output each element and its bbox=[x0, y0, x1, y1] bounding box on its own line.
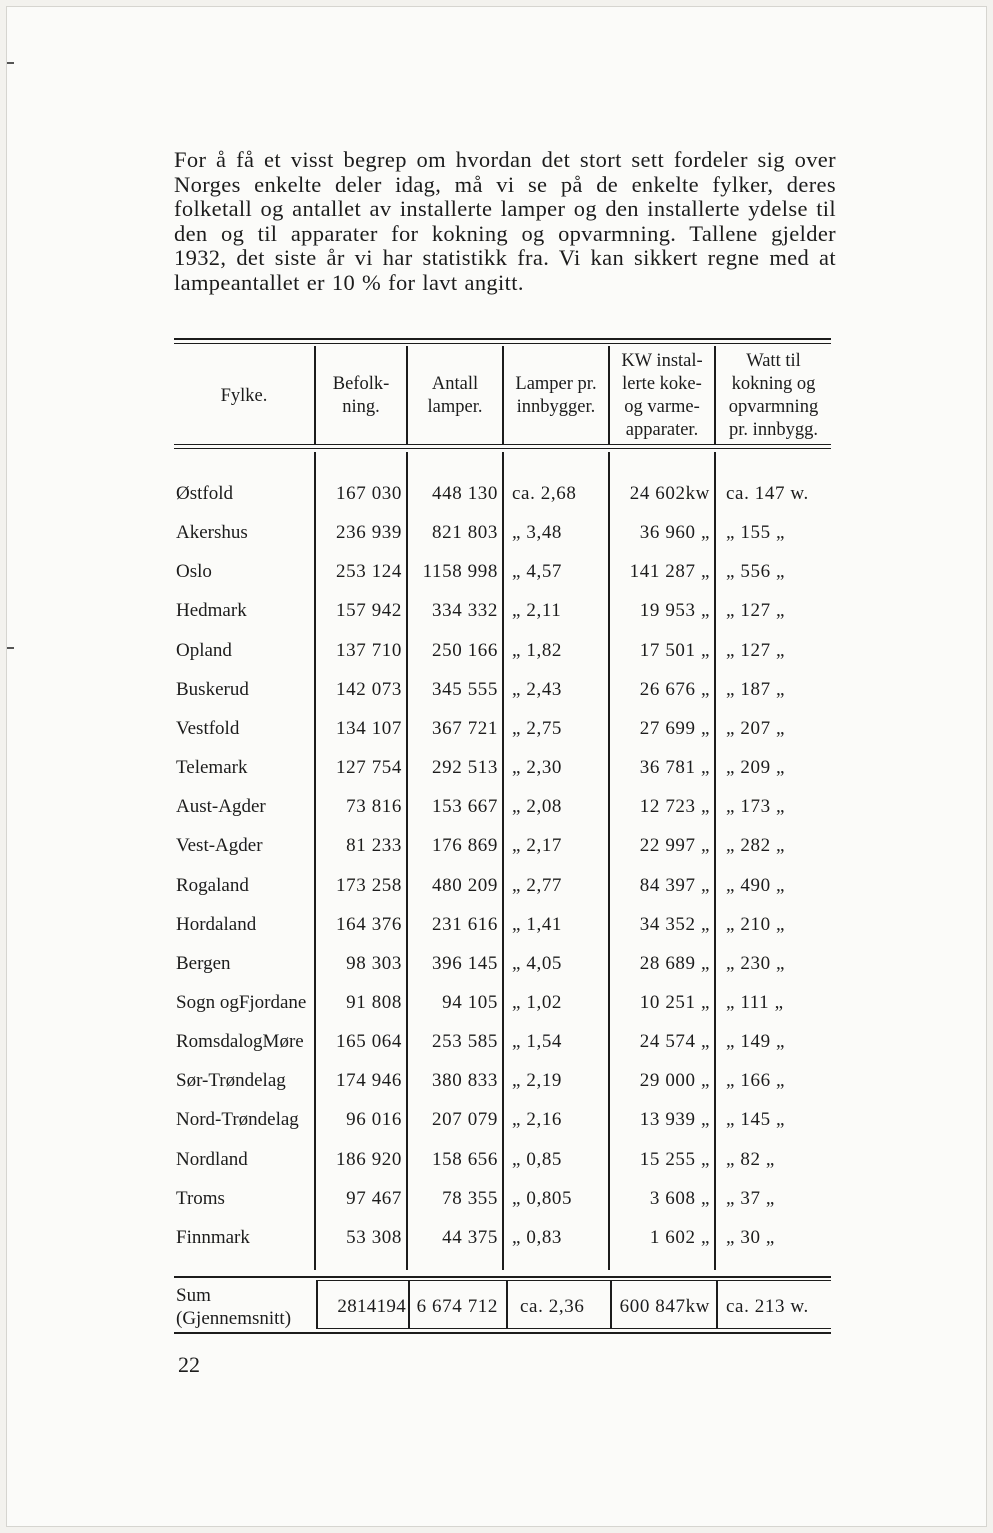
row-befolkning: 134 107 bbox=[336, 717, 402, 739]
row-befolkning: 157 942 bbox=[336, 600, 402, 622]
row-watt: „ 556 „ bbox=[726, 561, 786, 583]
row-kw: 19 953 „ bbox=[639, 600, 710, 622]
row-kw: 84 397 „ bbox=[639, 874, 710, 896]
row-fylke: Buskerud bbox=[176, 678, 249, 700]
row-watt: „ 82 „ bbox=[726, 1148, 775, 1170]
table-row bbox=[174, 1179, 834, 1218]
row-befolkning: 186 920 bbox=[336, 1148, 402, 1170]
row-lamper-pr-innbygger: „ 2,16 bbox=[512, 1109, 563, 1131]
edge-mark bbox=[7, 62, 14, 64]
sum-rule bbox=[174, 1276, 831, 1278]
table-row bbox=[174, 631, 834, 670]
row-watt: „ 210 „ bbox=[726, 913, 786, 935]
column-divider bbox=[408, 1280, 410, 1328]
row-fylke: Oslo bbox=[176, 561, 212, 583]
row-antall-lamper: 396 145 bbox=[432, 952, 498, 974]
table-row bbox=[174, 787, 834, 826]
row-antall-lamper: 292 513 bbox=[432, 757, 498, 779]
row-antall-lamper: 821 803 bbox=[432, 522, 498, 544]
row-fylke: Aust-Agder bbox=[176, 796, 266, 818]
row-befolkning: 165 064 bbox=[336, 1031, 402, 1053]
row-kw: 10 251 „ bbox=[639, 991, 710, 1013]
row-fylke: Sogn ogFjordane bbox=[176, 991, 307, 1013]
row-fylke: Sør-Trøndelag bbox=[176, 1070, 286, 1092]
row-antall-lamper: 367 721 bbox=[432, 717, 498, 739]
column-divider bbox=[314, 346, 316, 444]
row-fylke: Bergen bbox=[176, 952, 231, 974]
table-row bbox=[174, 1061, 834, 1100]
row-lamper-pr-innbygger: „ 2,75 bbox=[512, 717, 563, 739]
row-kw: 1 602 „ bbox=[649, 1226, 710, 1248]
row-fylke: Telemark bbox=[176, 757, 248, 779]
row-kw: 24 574 „ bbox=[639, 1031, 710, 1053]
row-kw: 15 255 „ bbox=[639, 1148, 710, 1170]
row-befolkning: 253 124 bbox=[336, 561, 402, 583]
row-antall-lamper: 231 616 bbox=[432, 913, 498, 935]
header-watt-pr-innbygger: Watt til kokning og opvarmning pr. innbygg. bbox=[728, 351, 819, 440]
row-lamper-pr-innbygger: „ 3,48 bbox=[512, 522, 563, 544]
sum-bottom-rule bbox=[316, 1328, 831, 1329]
row-kw: 141 287 „ bbox=[629, 561, 710, 583]
row-lamper-pr-innbygger: „ 1,82 bbox=[512, 639, 563, 661]
table-row bbox=[174, 552, 834, 591]
row-watt: „ 111 „ bbox=[726, 991, 784, 1013]
row-befolkning: 73 816 bbox=[346, 796, 402, 818]
row-lamper-pr-innbygger: „ 2,17 bbox=[512, 835, 563, 857]
table-row bbox=[174, 748, 834, 787]
row-lamper-pr-innbygger: „ 2,08 bbox=[512, 796, 563, 818]
row-watt: „ 207 „ bbox=[726, 717, 786, 739]
row-antall-lamper: 78 355 bbox=[442, 1187, 498, 1209]
row-kw: 36 781 „ bbox=[639, 757, 710, 779]
row-fylke: RomsdalogMøre bbox=[176, 1031, 304, 1053]
row-antall-lamper: 1158 998 bbox=[422, 561, 498, 583]
header-antall-lamper: Antall lamper. bbox=[427, 374, 483, 417]
row-kw: 28 689 „ bbox=[639, 952, 710, 974]
row-lamper-pr-innbygger: „ 4,05 bbox=[512, 952, 563, 974]
row-befolkning: 164 376 bbox=[336, 913, 402, 935]
row-watt: „ 282 „ bbox=[726, 835, 786, 857]
table-row bbox=[174, 905, 834, 944]
row-fylke: Akershus bbox=[176, 522, 248, 544]
row-fylke: Vestfold bbox=[176, 717, 240, 739]
row-befolkning: 53 308 bbox=[346, 1226, 402, 1248]
table-row bbox=[174, 1140, 834, 1179]
row-watt: „ 145 „ bbox=[726, 1109, 786, 1131]
row-watt: „ 166 „ bbox=[726, 1070, 786, 1092]
row-watt: „ 149 „ bbox=[726, 1031, 786, 1053]
row-antall-lamper: 158 656 bbox=[432, 1148, 498, 1170]
table-row bbox=[174, 944, 834, 983]
header-fylke: Fylke. bbox=[220, 385, 268, 406]
table-top-rule-thin bbox=[174, 343, 831, 344]
row-befolkning: 81 233 bbox=[346, 835, 402, 857]
row-lamper-pr-innbygger: „ 1,02 bbox=[512, 991, 563, 1013]
row-watt: „ 30 „ bbox=[726, 1226, 775, 1248]
sum-row bbox=[174, 1284, 834, 1330]
row-fylke: Nord-Trøndelag bbox=[176, 1109, 299, 1131]
row-antall-lamper: 250 166 bbox=[432, 639, 498, 661]
column-divider bbox=[316, 1280, 318, 1328]
table-row bbox=[174, 709, 834, 748]
header-lamper-pr-innbygger: Lamper pr. innbygger. bbox=[515, 374, 597, 417]
row-antall-lamper: 480 209 bbox=[432, 874, 498, 896]
row-lamper-pr-innbygger: ca. 2,68 bbox=[512, 483, 577, 504]
intro-paragraph bbox=[174, 148, 836, 296]
column-divider bbox=[502, 346, 504, 444]
column-divider bbox=[714, 346, 716, 444]
sum-watt: ca. 213 w. bbox=[726, 1296, 809, 1317]
row-antall-lamper: 176 869 bbox=[432, 835, 498, 857]
row-lamper-pr-innbygger: „ 2,43 bbox=[512, 678, 563, 700]
row-kw: 34 352 „ bbox=[639, 913, 710, 935]
row-lamper-pr-innbygger: „ 0,85 bbox=[512, 1148, 563, 1170]
table-row bbox=[174, 591, 834, 630]
row-lamper-pr-innbygger: „ 1,54 bbox=[512, 1031, 563, 1053]
column-divider bbox=[608, 346, 610, 444]
row-kw: 29 000 „ bbox=[639, 1070, 710, 1092]
sum-label-line1: Sum bbox=[176, 1285, 211, 1306]
table-row bbox=[174, 826, 834, 865]
row-lamper-pr-innbygger: „ 0,83 bbox=[512, 1226, 563, 1248]
row-lamper-pr-innbygger: „ 0,805 bbox=[512, 1187, 573, 1209]
row-lamper-pr-innbygger: „ 2,19 bbox=[512, 1070, 563, 1092]
row-befolkning: 167 030 bbox=[336, 483, 402, 504]
row-watt: „ 127 „ bbox=[726, 600, 786, 622]
row-watt: „ 187 „ bbox=[726, 678, 786, 700]
row-fylke: Hedmark bbox=[176, 600, 247, 622]
row-watt: „ 173 „ bbox=[726, 796, 786, 818]
column-divider bbox=[610, 1280, 612, 1328]
row-lamper-pr-innbygger: „ 1,41 bbox=[512, 913, 563, 935]
table-row bbox=[174, 1100, 834, 1139]
row-antall-lamper: 380 833 bbox=[432, 1070, 498, 1092]
table-row bbox=[174, 513, 834, 552]
row-lamper-pr-innbygger: „ 2,77 bbox=[512, 874, 563, 896]
page-number: 22 bbox=[178, 1352, 200, 1377]
row-kw: 22 997 „ bbox=[639, 835, 710, 857]
row-fylke: Hordaland bbox=[176, 913, 257, 935]
row-befolkning: 127 754 bbox=[336, 757, 402, 779]
column-divider bbox=[406, 346, 408, 444]
edge-mark bbox=[7, 647, 14, 649]
row-watt: „ 155 „ bbox=[726, 522, 786, 544]
row-kw: 27 699 „ bbox=[639, 717, 710, 739]
row-befolkning: 91 808 bbox=[346, 991, 402, 1013]
row-antall-lamper: 207 079 bbox=[432, 1109, 498, 1131]
row-befolkning: 142 073 bbox=[336, 678, 402, 700]
row-lamper-pr-innbygger: „ 2,11 bbox=[512, 600, 562, 622]
row-kw: 12 723 „ bbox=[639, 796, 710, 818]
row-watt: ca. 147 w. bbox=[726, 483, 809, 504]
row-befolkning: 97 467 bbox=[346, 1187, 402, 1209]
column-divider bbox=[716, 1280, 718, 1328]
row-fylke: Troms bbox=[176, 1187, 225, 1209]
row-watt: „ 490 „ bbox=[726, 874, 786, 896]
row-fylke: Østfold bbox=[176, 483, 233, 504]
row-befolkning: 236 939 bbox=[336, 522, 402, 544]
header-rule-thin bbox=[174, 448, 831, 449]
sum-label-line2: (Gjennemsnitt) bbox=[176, 1308, 292, 1329]
row-antall-lamper: 153 667 bbox=[432, 796, 498, 818]
row-kw: 13 939 „ bbox=[639, 1109, 710, 1131]
row-fylke: Finnmark bbox=[176, 1226, 250, 1248]
table-bottom-rule bbox=[174, 1332, 831, 1334]
row-watt: „ 209 „ bbox=[726, 757, 786, 779]
row-antall-lamper: 253 585 bbox=[432, 1031, 498, 1053]
row-watt: „ 127 „ bbox=[726, 639, 786, 661]
table-row bbox=[174, 983, 834, 1022]
row-befolkning: 96 016 bbox=[346, 1109, 402, 1131]
row-antall-lamper: 448 130 bbox=[432, 483, 498, 504]
row-fylke: Nordland bbox=[176, 1148, 248, 1170]
row-fylke: Opland bbox=[176, 639, 232, 661]
header-rule bbox=[174, 444, 831, 445]
sum-antall-lamper: 6 674 712 bbox=[416, 1296, 498, 1317]
row-antall-lamper: 94 105 bbox=[442, 991, 498, 1013]
table-row bbox=[174, 474, 834, 513]
header-befolkning: Befolk- ning. bbox=[332, 374, 390, 417]
row-antall-lamper: 334 332 bbox=[432, 600, 498, 622]
row-befolkning: 173 258 bbox=[336, 874, 402, 896]
row-befolkning: 98 303 bbox=[346, 952, 402, 974]
row-kw: 17 501 „ bbox=[639, 639, 710, 661]
row-befolkning: 137 710 bbox=[336, 639, 402, 661]
row-befolkning: 174 946 bbox=[336, 1070, 402, 1092]
row-antall-lamper: 44 375 bbox=[442, 1226, 498, 1248]
intro-text: For å få et visst begrep om hvordan det stort sett fordeler sig over Norges enkelte deler idag, må vi se på de enkelte fylker, deres folketall og antallet av installerte lamper og den installerte ydelse til den og til apparater for kokning og opvarmning. Tallene gjelder 1932, det siste år vi har statistikk fra. Vi kan sikkert regne med at lampeantallet er 10 % for lavt angitt. bbox=[174, 147, 836, 295]
column-divider bbox=[506, 1280, 508, 1328]
sum-rule-thin bbox=[316, 1280, 831, 1281]
sum-befolkning: 2814194 bbox=[337, 1296, 406, 1317]
row-watt: „ 230 „ bbox=[726, 952, 786, 974]
table-row bbox=[174, 670, 834, 709]
sum-kw: 600 847kw bbox=[619, 1296, 710, 1317]
table-row bbox=[174, 1022, 834, 1061]
row-kw: 36 960 „ bbox=[639, 522, 710, 544]
row-lamper-pr-innbygger: „ 2,30 bbox=[512, 757, 563, 779]
row-lamper-pr-innbygger: „ 4,57 bbox=[512, 561, 563, 583]
table-row bbox=[174, 1218, 834, 1257]
row-kw: 24 602kw bbox=[629, 483, 710, 504]
row-kw: 3 608 „ bbox=[649, 1187, 710, 1209]
sum-lamper-pr-innbygger: ca. 2,36 bbox=[520, 1296, 585, 1317]
row-fylke: Vest-Agder bbox=[176, 835, 263, 857]
table-top-rule bbox=[174, 338, 831, 340]
row-kw: 26 676 „ bbox=[639, 678, 710, 700]
header-kw-installerte: KW instal- lerte koke- og varme- apparater. bbox=[621, 351, 703, 440]
row-fylke: Rogaland bbox=[176, 874, 249, 896]
row-antall-lamper: 345 555 bbox=[432, 678, 498, 700]
row-watt: „ 37 „ bbox=[726, 1187, 775, 1209]
table-row bbox=[174, 866, 834, 905]
